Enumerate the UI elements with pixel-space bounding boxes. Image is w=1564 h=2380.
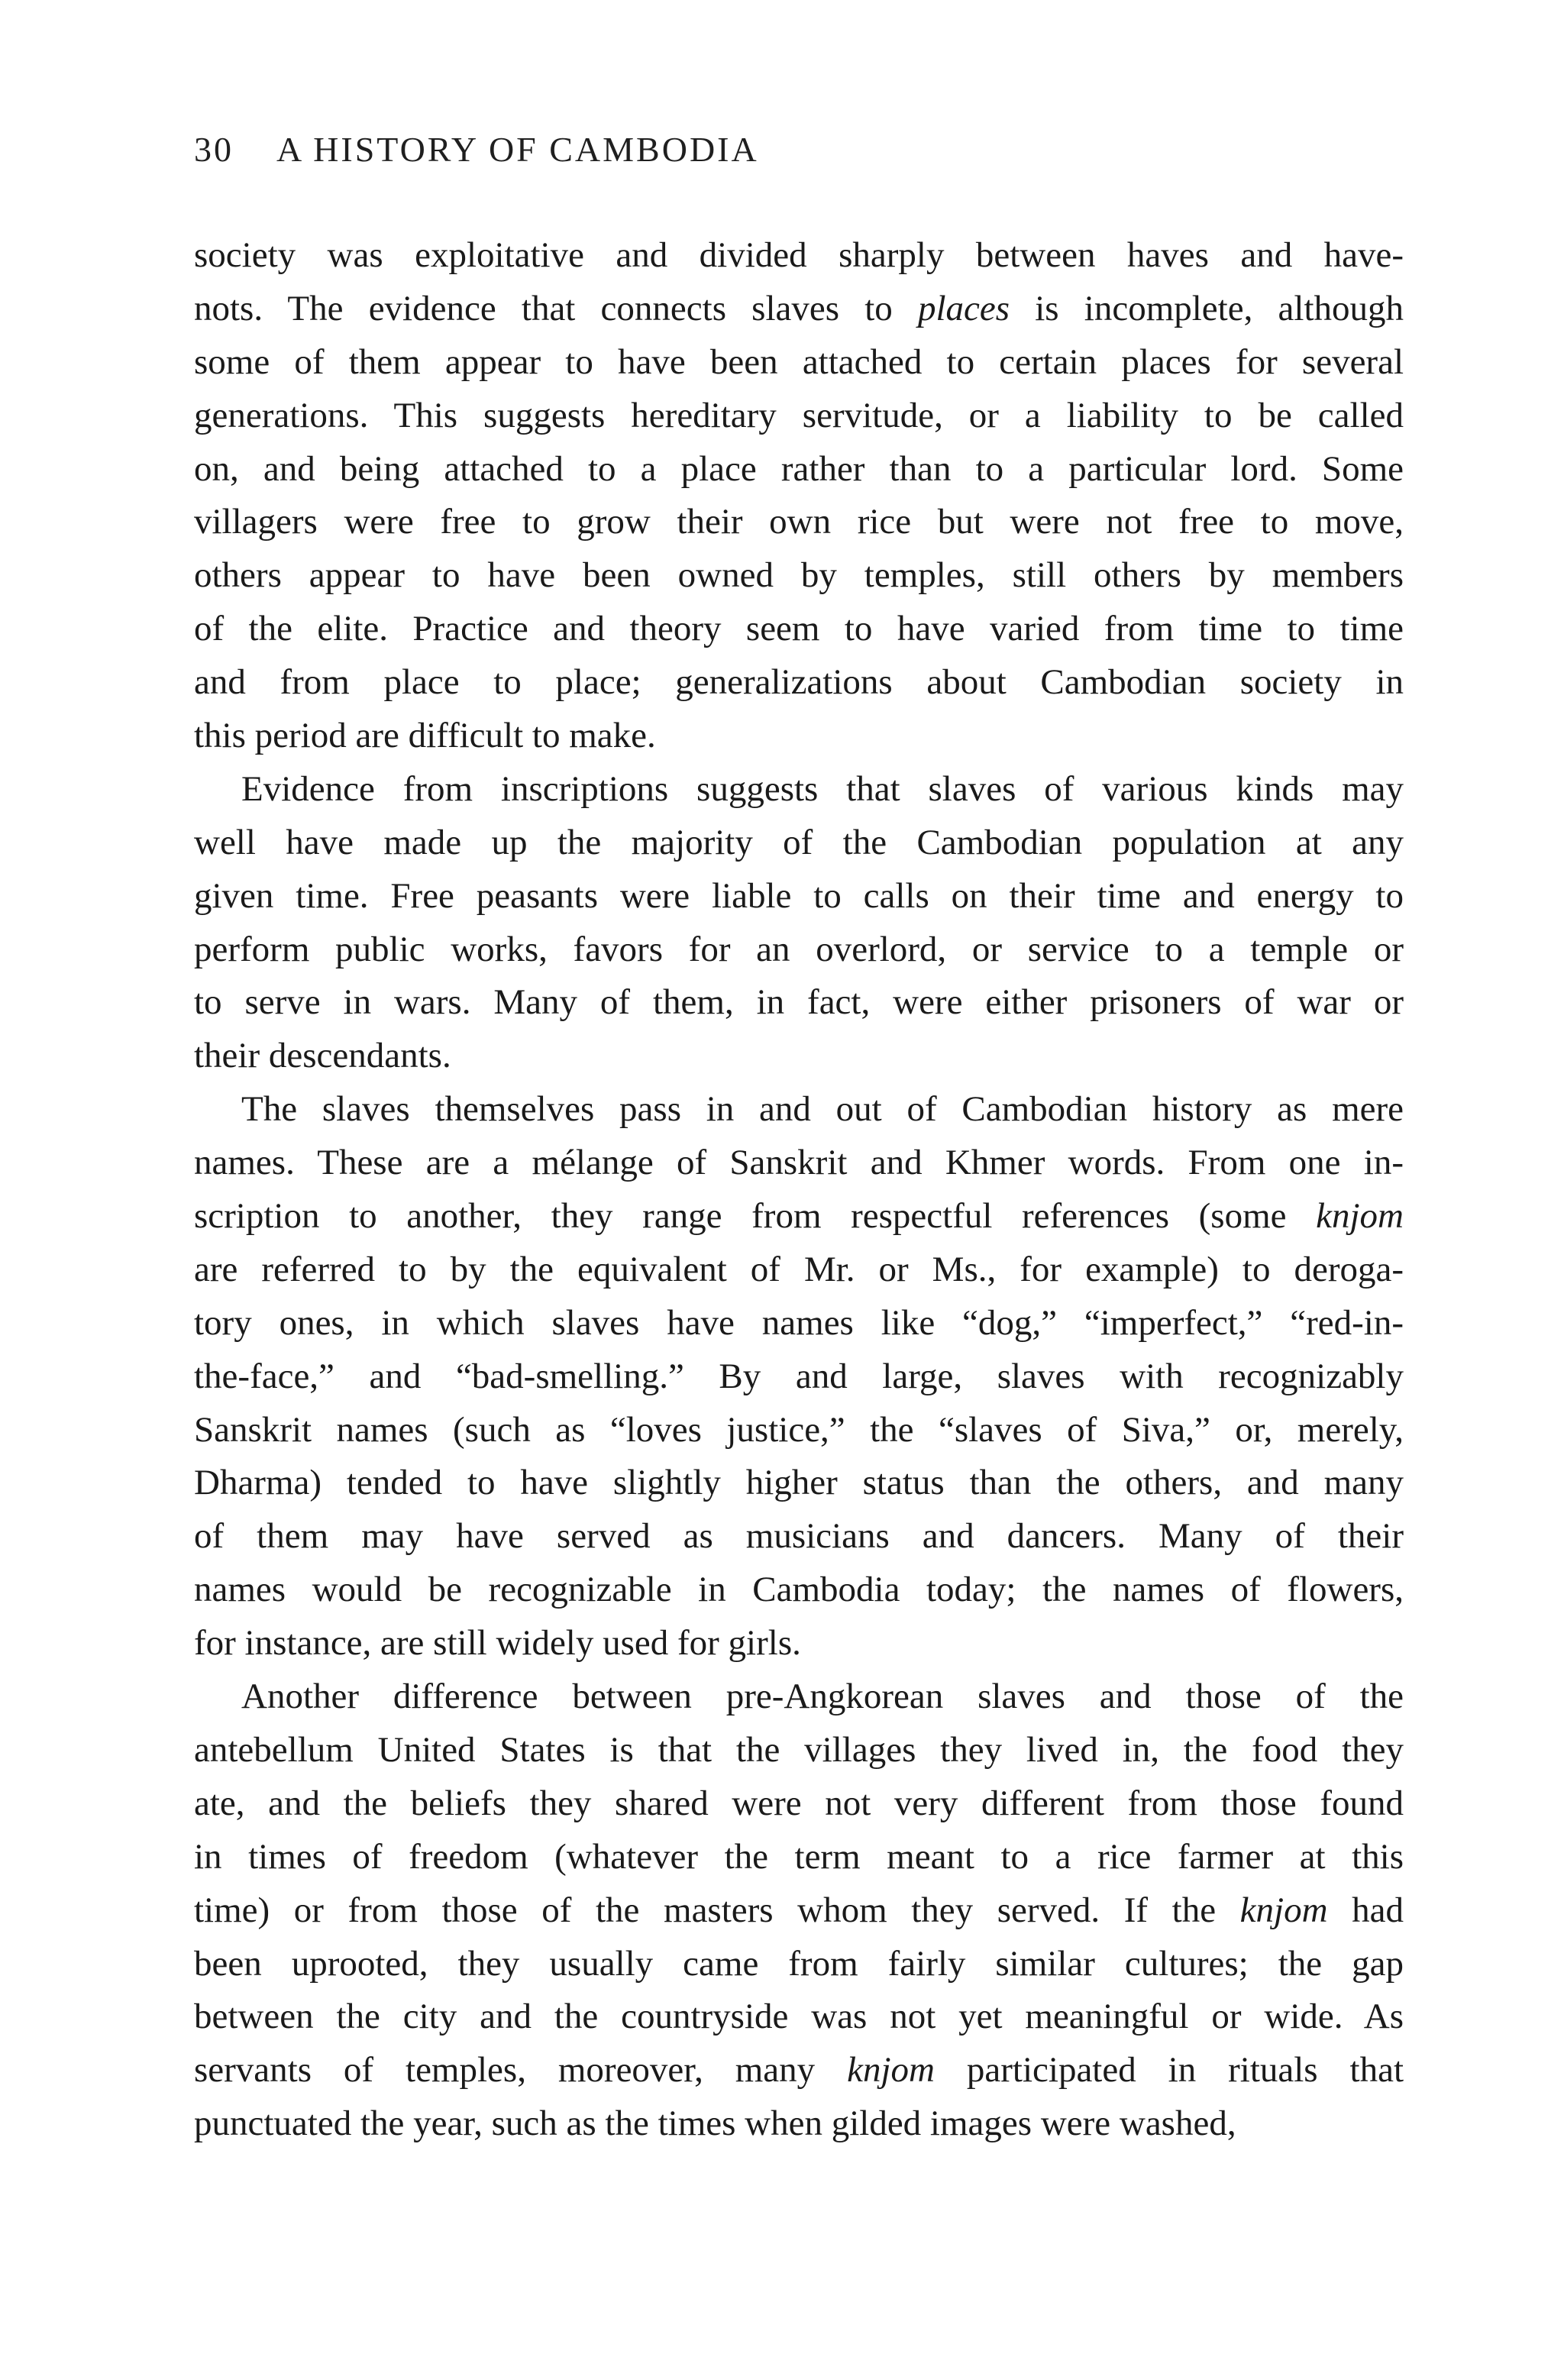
- text-line: perform public works, favors for an overlord, or service to a temple or: [194, 929, 1404, 969]
- text-run: is incomplete, although: [1010, 288, 1404, 328]
- text-line: on, and being attached to a place rather than to a particular lord. Some: [194, 448, 1404, 489]
- text-line: well have made up the majority of the Cambodian population at any: [194, 822, 1404, 862]
- text-line: for instance, are still widely used for girls.: [194, 1623, 801, 1664]
- text-run: time) or from those of the masters whom they served. If the: [194, 1890, 1240, 1930]
- page-number: 30: [194, 130, 234, 169]
- text-line: Sanskrit names (such as “loves justice,” the “slaves of Siva,” or, merely,: [194, 1409, 1404, 1450]
- running-head: [194, 128, 759, 171]
- text-line: some of them appear to have been attached to certain places for several: [194, 341, 1404, 382]
- book-title: A HISTORY OF CAMBODIA: [276, 130, 759, 169]
- text-line: to serve in wars. Many of them, in fact, were either prisoners of war or: [194, 982, 1404, 1023]
- text-line: ate, and the beliefs they shared were not very different from those found: [194, 1783, 1404, 1823]
- text-line: antebellum United States is that the villages they lived in, the food they: [194, 1729, 1404, 1770]
- text-line: generations. This suggests hereditary servitude, or a liability to be called: [194, 395, 1404, 435]
- text-run: nots. The evidence that connects slaves to: [194, 288, 918, 328]
- text-line: [194, 2044, 1404, 2097]
- text-line: [194, 283, 1404, 336]
- paragraph: [194, 229, 1404, 763]
- text-line: this period are difficult to make.: [194, 716, 656, 756]
- italic-term: knjom: [847, 2050, 935, 2091]
- text-line: society was exploitative and divided sharply between haves and have-: [194, 235, 1404, 275]
- text-line: of the elite. Practice and theory seem to have varied from time to time: [194, 609, 1404, 649]
- text-line: Another difference between pre-Angkorean slaves and those of the: [241, 1677, 1404, 1717]
- text-line: punctuated the year, such as the times when gilded images were washed,: [194, 2104, 1236, 2144]
- text-line: the-face,” and “bad-smelling.” By and large, slaves with recognizably: [194, 1356, 1404, 1396]
- text-line: Dharma) tended to have slightly higher status than the others, and many: [194, 1463, 1404, 1503]
- paragraph: [194, 1670, 1404, 2151]
- text-line: of them may have served as musicians and dancers. Many of their: [194, 1516, 1404, 1557]
- text-run: scription to another, they range from respectful references (some: [194, 1196, 1317, 1237]
- text-line: given time. Free peasants were liable to calls on their time and energy to: [194, 875, 1404, 916]
- text-line: The slaves themselves pass in and out of Cambodian history as mere: [241, 1089, 1404, 1130]
- text-run: servants of temples, moreover, many: [194, 2050, 848, 2091]
- text-line: others appear to have been owned by temples, still others by members: [194, 555, 1404, 596]
- text-line: [194, 1884, 1404, 1938]
- text-run: participated in rituals that: [934, 2050, 1404, 2091]
- text-line: between the city and the countryside was not yet meaningful or wide. As: [194, 1997, 1404, 2037]
- italic-term: knjom: [1239, 1890, 1328, 1930]
- text-line: Evidence from inscriptions suggests that slaves of various kinds may: [241, 768, 1404, 809]
- text-line: and from place to place; generalizations about Cambodian society in: [194, 662, 1404, 703]
- text-line: their descendants.: [194, 1036, 451, 1076]
- text-line: been uprooted, they usually came from fairly similar cultures; the gap: [194, 1943, 1404, 1984]
- text-line: tory ones, in which slaves have names like “dog,” “imperfect,” “red-in-: [194, 1302, 1404, 1343]
- text-line: [194, 1190, 1404, 1243]
- paragraph: [194, 763, 1404, 1083]
- text-line: in times of freedom (whatever the term meant to a rice farmer at this: [194, 1836, 1404, 1877]
- text-line: villagers were free to grow their own rice but were not free to move,: [194, 502, 1404, 542]
- body-text: [194, 229, 1404, 2151]
- italic-term: places: [917, 288, 1010, 328]
- text-line: names would be recognizable in Cambodia today; the names of flowers,: [194, 1570, 1404, 1610]
- text-run: had: [1327, 1890, 1404, 1930]
- italic-term: knjom: [1316, 1196, 1404, 1237]
- text-line: are referred to by the equivalent of Mr. or Ms., for example) to deroga-: [194, 1249, 1404, 1289]
- text-line: names. These are a mélange of Sanskrit and Khmer words. From one in-: [194, 1143, 1404, 1183]
- paragraph: [194, 1083, 1404, 1670]
